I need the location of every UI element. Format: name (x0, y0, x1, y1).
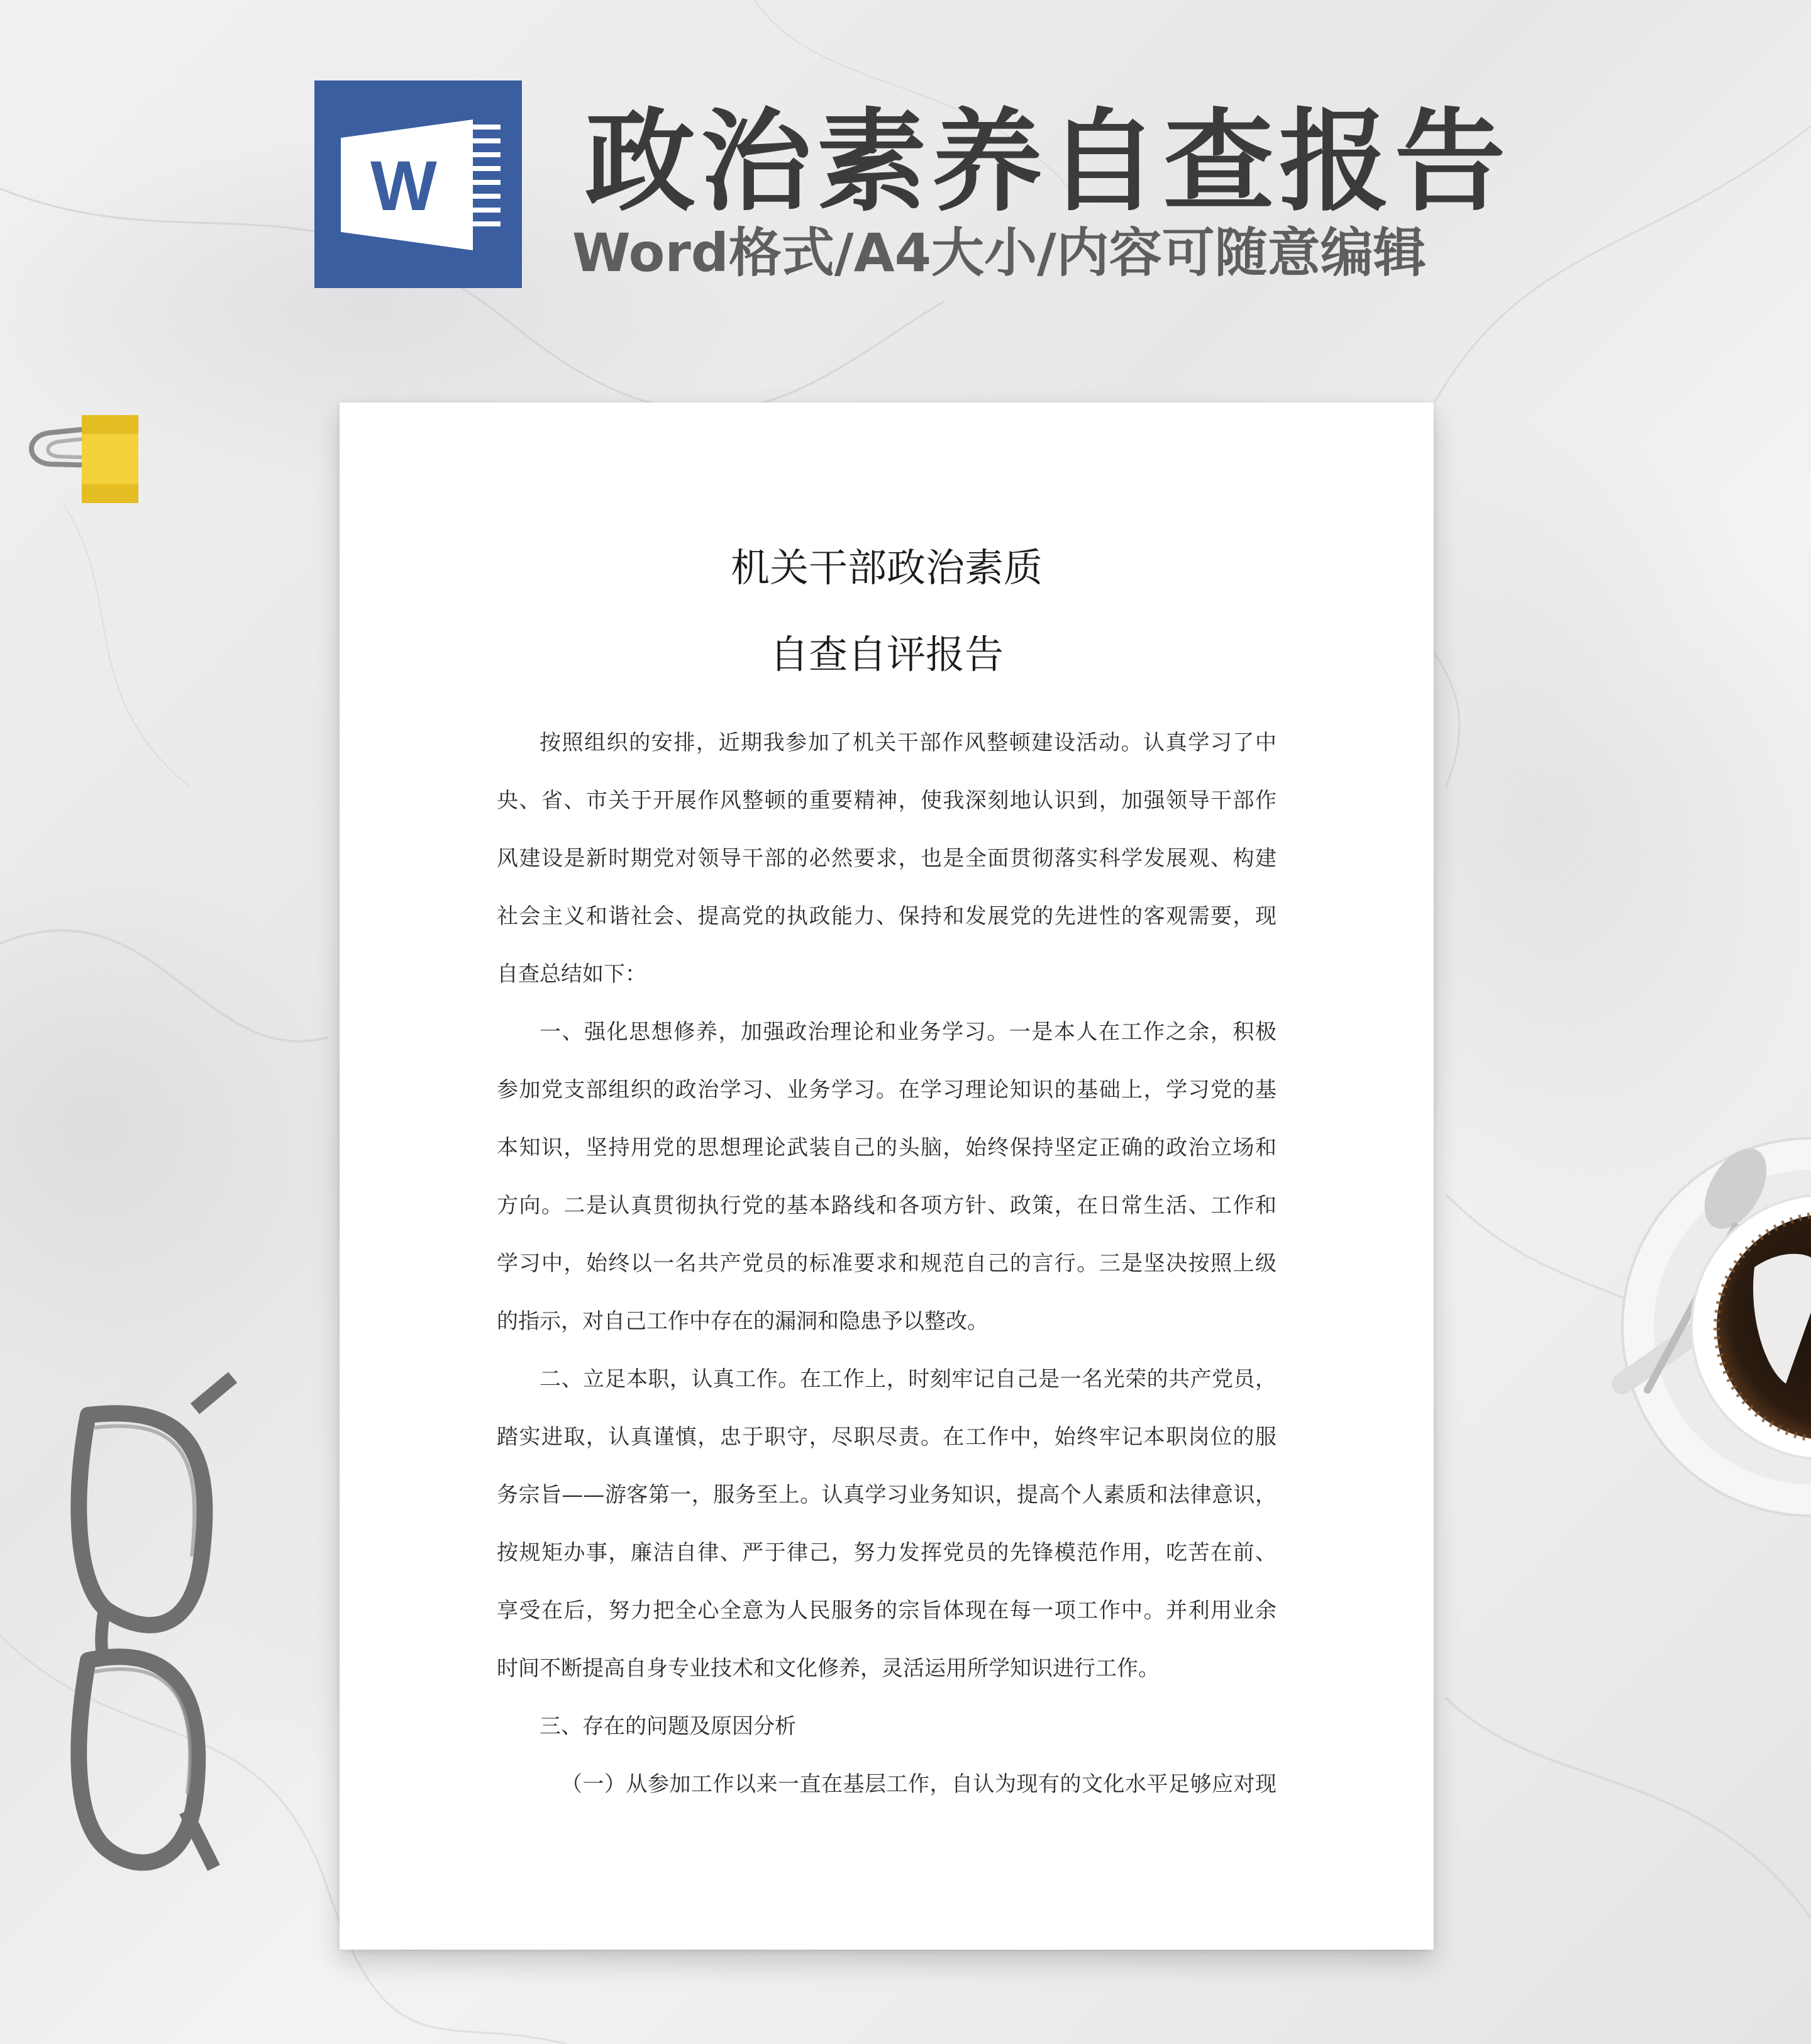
body-line: 二、立足本职，认真工作。在工作上，时刻牢记自己是一名光荣的共产党员， (540, 1367, 1277, 1392)
word-logo-letter: W (370, 147, 437, 225)
body-line: 一、强化思想修养，加强政治理论和业务学习。一是本人在工作之余，积极 (540, 1019, 1277, 1045)
body-line: 风建设是新时期党对领导干部的必然要求，也是全面贯彻落实科学发展观、构建 (497, 846, 1277, 871)
document-body (497, 714, 1277, 1813)
body-line: 按规矩办事，廉洁自律、严于律己，努力发挥党员的先锋模范作用，吃苦在前、 (497, 1540, 1277, 1565)
body-line: 的指示，对自己工作中存在的漏洞和隐患予以整改。 (497, 1309, 989, 1334)
glasses-icon (50, 1371, 239, 1912)
document-page (340, 403, 1434, 1950)
body-line: 方向。二是认真贯彻执行党的基本路线和各项方针、政策，在日常生活、工作和 (497, 1193, 1277, 1218)
banner-subtitle: Word格式/A4大小/内容可随意编辑 (572, 222, 1426, 284)
body-line: 学习中，始终以一名共产党员的标准要求和规范自己的言行。三是坚决按照上级 (497, 1251, 1277, 1276)
body-line: 享受在后，努力把全心全意为人民服务的宗旨体现在每一项工作中。并利用业余 (497, 1598, 1277, 1623)
body-line: 自查总结如下： (497, 962, 646, 987)
document-title-line1: 机关干部政治素质 (730, 545, 1043, 591)
body-line: 时间不断提高自身专业技术和文化修养，灵活运用所学知识进行工作。 (497, 1656, 1160, 1681)
body-line: 本知识，坚持用党的思想理论武装自己的头脑，始终保持坚定正确的政治立场和 (497, 1135, 1277, 1160)
body-line: 参加党支部组织的政治学习、业务学习。在学习理论知识的基础上，学习党的基 (497, 1077, 1277, 1103)
banner-title: 政治素养自查报告 (585, 97, 1511, 226)
body-line: 央、省、市关于开展作风整顿的重要精神，使我深刻地认识到，加强领导干部作 (497, 788, 1277, 813)
document-title-line2: 自查自评报告 (769, 631, 1004, 677)
word-logo-icon (314, 81, 522, 288)
body-line: 务宗旨——游客第一，服务至上。认真学习业务知识，提高个人素质和法律意识， (497, 1482, 1277, 1508)
coffee-cup-icon (1597, 1119, 1811, 1535)
body-line: 踏实进取，认真谨慎，忠于职守，尽职尽责。在工作中，始终牢记本职岗位的服 (497, 1425, 1277, 1450)
binder-clip-icon (13, 403, 138, 509)
body-line: （一）从参加工作以来一直在基层工作，自认为现有的文化水平足够应对现 (561, 1772, 1277, 1797)
section-heading: 三、存在的问题及原因分析 (540, 1714, 796, 1739)
body-line: 按照组织的安排，近期我参加了机关干部作风整顿建设活动。认真学习了中 (540, 730, 1277, 755)
body-line: 社会主义和谐社会、提高党的执政能力、保持和发展党的先进性的客观需要，现 (497, 904, 1277, 929)
